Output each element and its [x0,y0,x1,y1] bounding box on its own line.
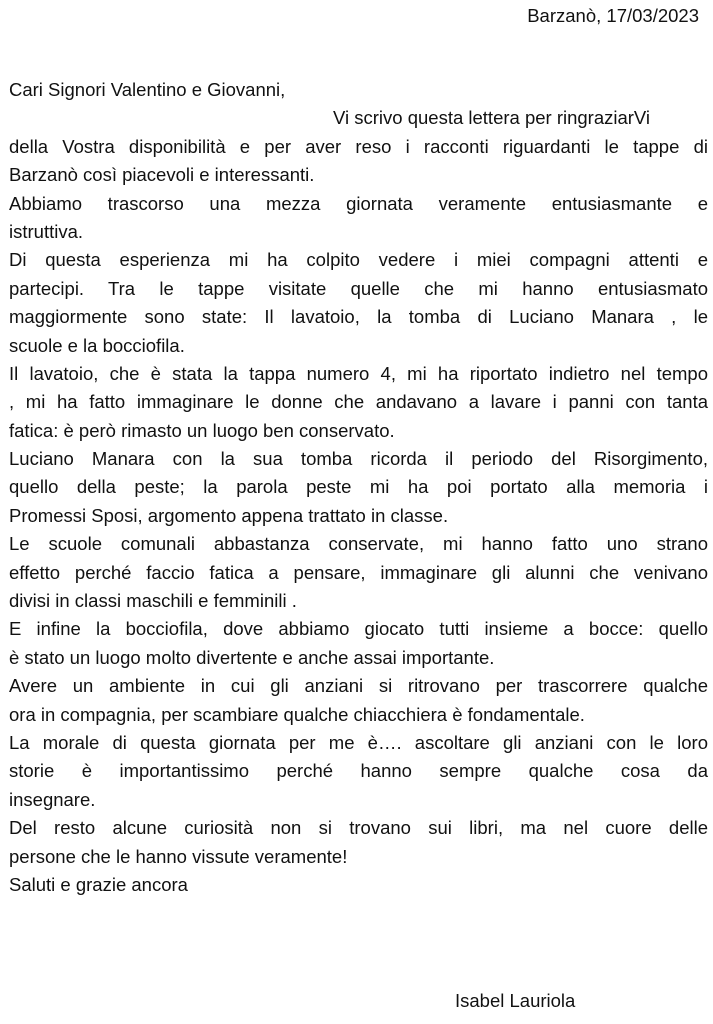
letter-line: La morale di questa giornata per me è…. ascoltare gli anziani con le loro [9,731,708,753]
letter-line: effetto perché faccio fatica a pensare, immaginare gli alunni che venivano [9,561,708,583]
letter-line: della Vostra disponibilità e per aver reso i racconti riguardanti le tappe di [9,135,708,157]
letter-line: scuole e la bocciofila. [9,334,185,356]
date-line: Barzanò, 17/03/2023 [527,5,699,26]
salutation: Cari Signori Valentino e Giovanni, [9,79,286,100]
letter-line: Luciano Manara con la sua tomba ricorda il periodo del Risorgimento, [9,448,708,470]
letter-line: storie è importantissimo perché hanno sempre qualche cosa da [9,760,708,782]
letter-line: Le scuole comunali abbastanza conservate, mi hanno fatto uno strano [9,533,708,555]
letter-line: Barzanò così piacevoli e interessanti. [9,164,315,186]
letter-line: E infine la bocciofila, dove abbiamo giocato tutti insieme a bocce: quello [9,618,708,640]
letter-line: è stato un luogo molto divertente e anche assai importante. [9,646,495,668]
letter-line: Saluti e grazie ancora [9,873,188,895]
letter-line: Avere un ambiente in cui gli anziani si ritrovano per trascorrere qualche [9,675,708,697]
letter-line: partecipi. Tra le tappe visitate quelle che mi hanno entusiasmato [9,277,708,299]
letter-body [9,76,708,899]
letter-line: persone che le hanno vissute veramente! [9,845,348,867]
letter-line: Il lavatoio, che è stata la tappa numero 4, mi ha riportato indietro nel tempo [9,362,708,384]
letter-line: maggiormente sono state: Il lavatoio, la tomba di Luciano Manara , le [9,306,708,328]
letter-line: , mi ha fatto immaginare le donne che andavano a lavare i panni con tanta [9,391,708,413]
signature: Isabel Lauriola [455,990,576,1011]
letter-line: istruttiva. [9,220,84,242]
letter-line: insegnare. [9,788,96,810]
letter-line: Abbiamo trascorso una mezza giornata veramente entusiasmante e [9,192,708,214]
letter-line: Promessi Sposi, argomento appena trattato in classe. [9,504,449,526]
letter-line: divisi in classi maschili e femminili . [9,590,297,612]
letter-line: Di questa esperienza mi ha colpito vedere i miei compagni attenti e [9,249,708,271]
letter-line: Del resto alcune curiosità non si trovano sui libri, ma nel cuore delle [9,817,708,839]
letter-line: Vi scrivo questa lettera per ringraziarVi [333,107,651,129]
letter-line: quello della peste; la parola peste mi ha poi portato alla memoria i [9,476,708,498]
letter-line: ora in compagnia, per scambiare qualche chiacchiera è fondamentale. [9,703,585,725]
letter-line: fatica: è però rimasto un luogo ben conservato. [9,419,395,441]
